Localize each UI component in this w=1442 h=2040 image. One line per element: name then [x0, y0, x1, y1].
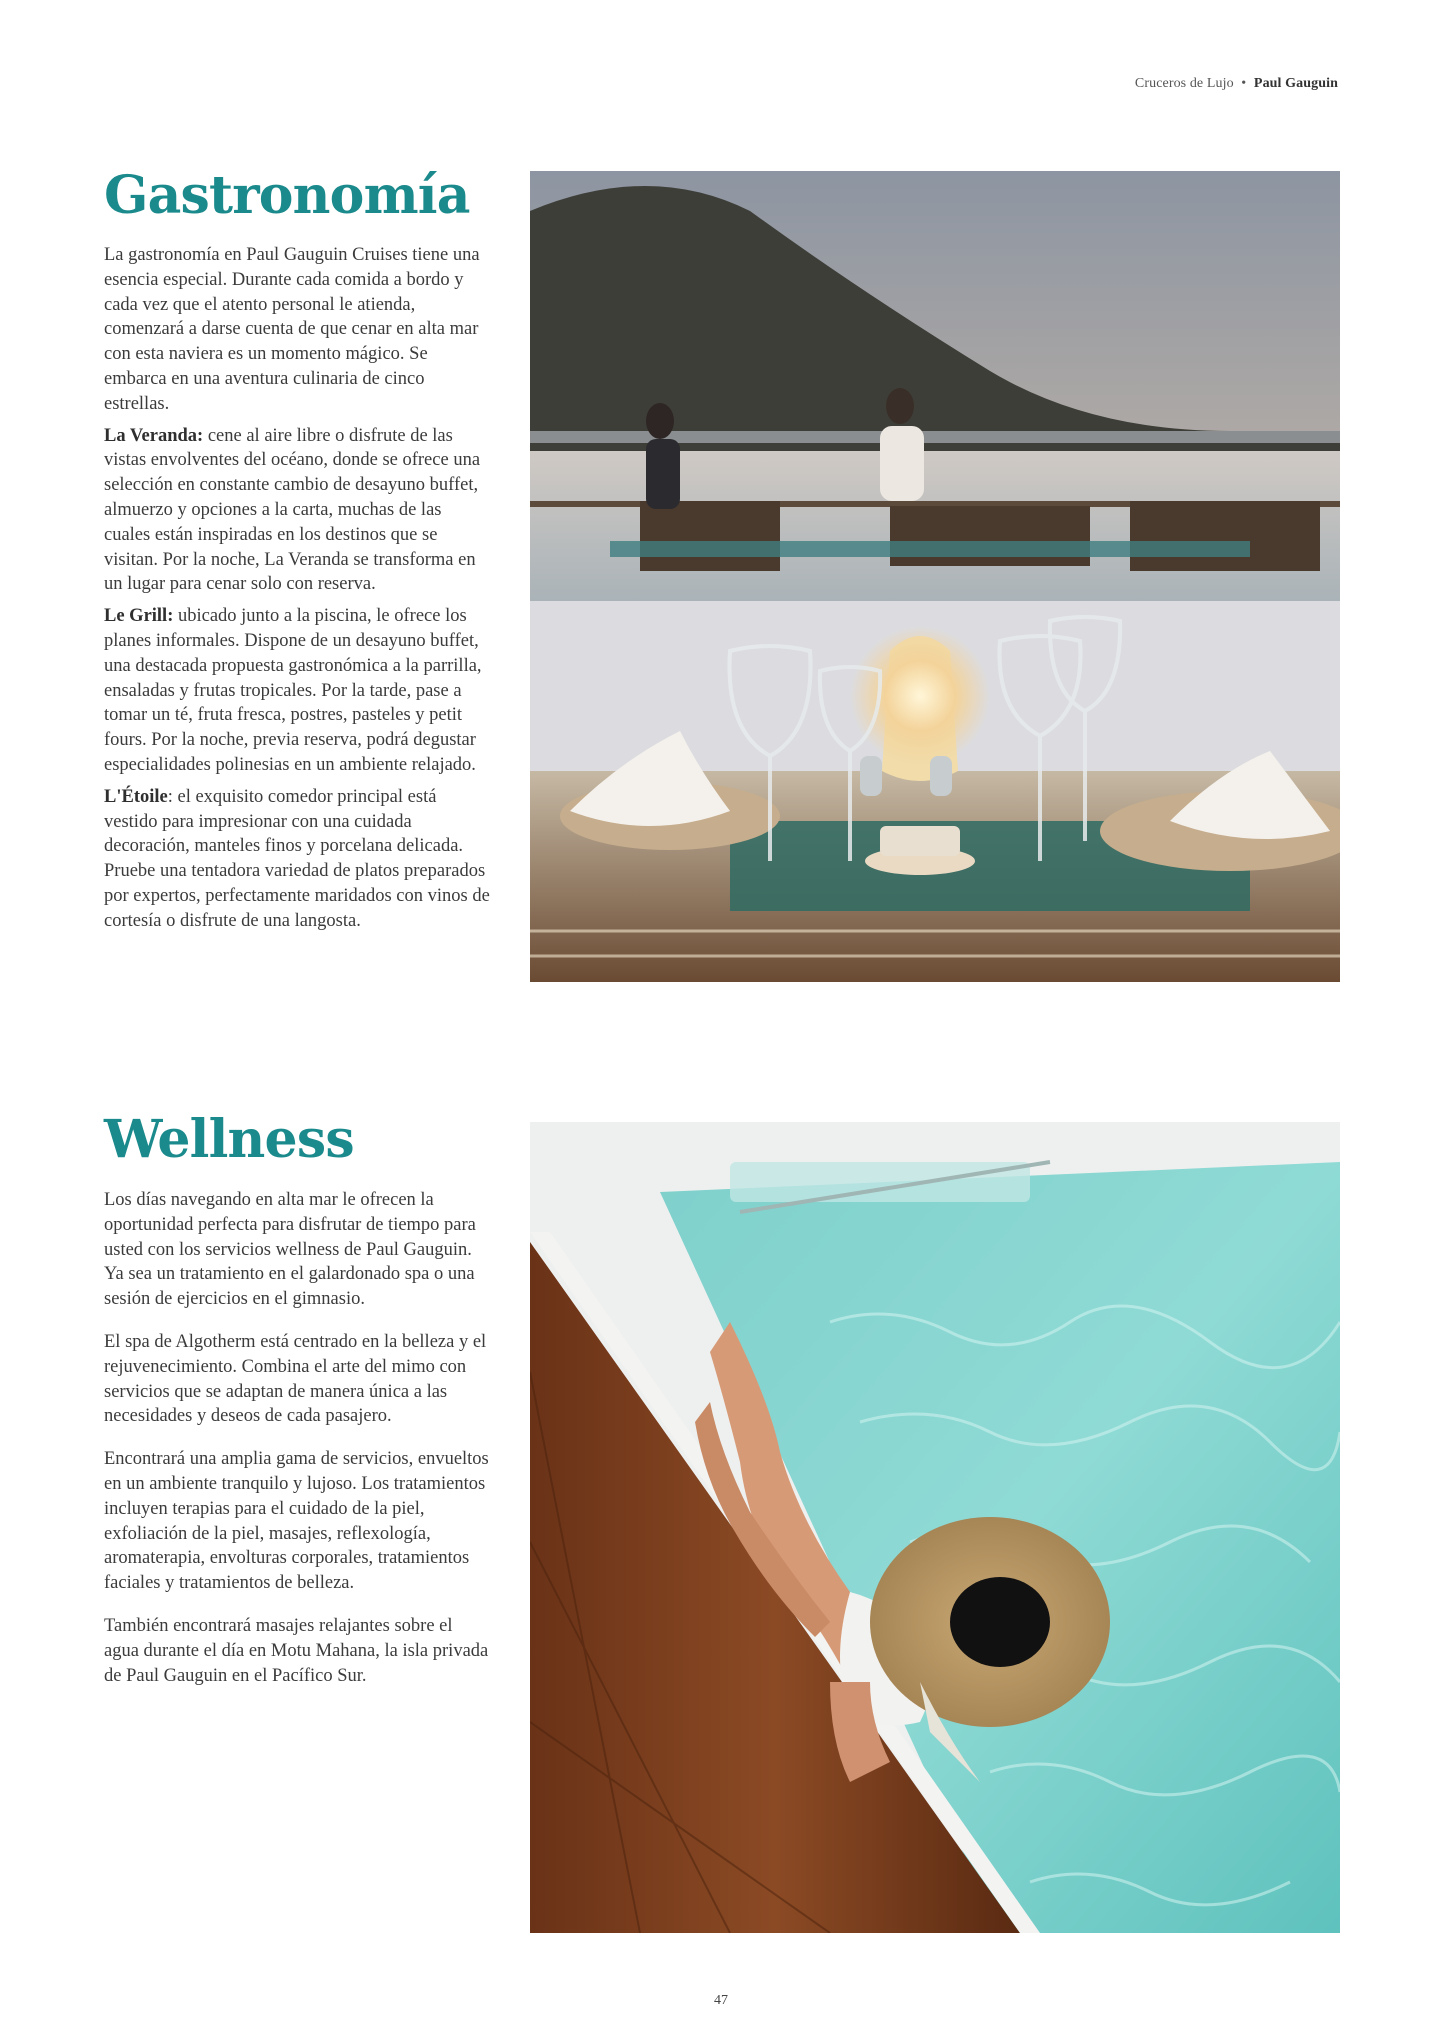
dining-deck-photo — [530, 171, 1340, 982]
pool-wellness-photo — [530, 1122, 1340, 1933]
wellness-paragraph: También encontrará masajes relajantes sobre el agua durante el día en Motu Mahana, la isla privada de Paul Gauguin en el Pacífico Sur. — [104, 1615, 489, 1686]
gastronomia-title: Gastronomía — [104, 165, 470, 226]
header-separator: • — [1241, 76, 1247, 91]
header-series: Cruceros de Lujo — [1134, 76, 1234, 91]
venue-text: : el exquisito comedor principal está vestido para impresionar con una cuidada decoración, manteles finos y porcelana delicada. Pruebe una tentadora variedad de platos preparados por expertos, perfectamente maridados con vinos de cortesía o disfrute de una langosta. — [104, 786, 490, 931]
venue-name: La Veranda: — [104, 425, 204, 446]
wellness-text — [104, 1188, 492, 1688]
gastronomia-intro: La gastronomía en Paul Gauguin Cruises tiene una esencia especial. Durante cada comida a bordo y cada vez que el atento personal le atienda, comenzará a darse cuenta de que cenar en alta mar con esta naviera es un momento mágico. Se embarca en una aventura culinaria de cinco estrellas. — [104, 245, 480, 414]
header-brand: Paul Gauguin — [1253, 76, 1338, 91]
running-header — [1135, 76, 1338, 92]
venue-letoile — [104, 785, 492, 934]
venue-text: ubicado junto a la piscina, le ofrece los planes informales. Dispone de un desayuno buffet, una destacada propuesta gastronómica a la parrilla, ensaladas y frutas tropicales. Por la tarde, pase a tomar un té, fruta fresca, postres, pasteles y petit fours. Por la noche, previa reserva, podrá degustar especialidades polinesias en un ambiente relajado. — [104, 606, 482, 775]
gastronomia-text — [104, 243, 492, 934]
page-number: 47 — [714, 1993, 728, 2008]
venue-le-grill — [104, 604, 492, 778]
wellness-paragraph: Los días navegando en alta mar le ofrecen la oportunidad perfecta para disfrutar de tiempo para usted con los servicios wellness de Paul Gauguin. Ya sea un tratamiento en el galardonado spa o una sesión de ejercicios en el gimnasio. — [104, 1190, 476, 1310]
wellness-paragraph: Encontrará una amplia gama de servicios, envueltos en un ambiente tranquilo y lujoso. Los tratamientos incluyen terapias para el cuidado de la piel, exfoliación de la piel, masajes, reflexología, aromaterapia, envolturas corporales, tratamientos faciales y tratamientos de belleza. — [104, 1449, 489, 1594]
venue-la-veranda — [104, 424, 492, 598]
venue-text: cene al aire libre o disfrute de las vistas envolventes del océano, donde se ofrece una selección en constante cambio de desayuno buffet, almuerzo y opciones a la carta, muchas de las cuales están inspiradas en los destinos que se visitan. Por la noche, La Veranda se transforma en un lugar para cenar solo con reserva. — [104, 425, 481, 595]
wellness-title: Wellness — [104, 1109, 354, 1170]
venue-name: L'Étoile — [104, 786, 168, 807]
venue-name: Le Grill: — [104, 606, 174, 627]
wellness-paragraph: El spa de Algotherm está centrado en la belleza y el rejuvenecimiento. Combina el arte del mimo con servicios que se adaptan de manera única a las necesidades y deseos de cada pasajero. — [104, 1331, 487, 1427]
